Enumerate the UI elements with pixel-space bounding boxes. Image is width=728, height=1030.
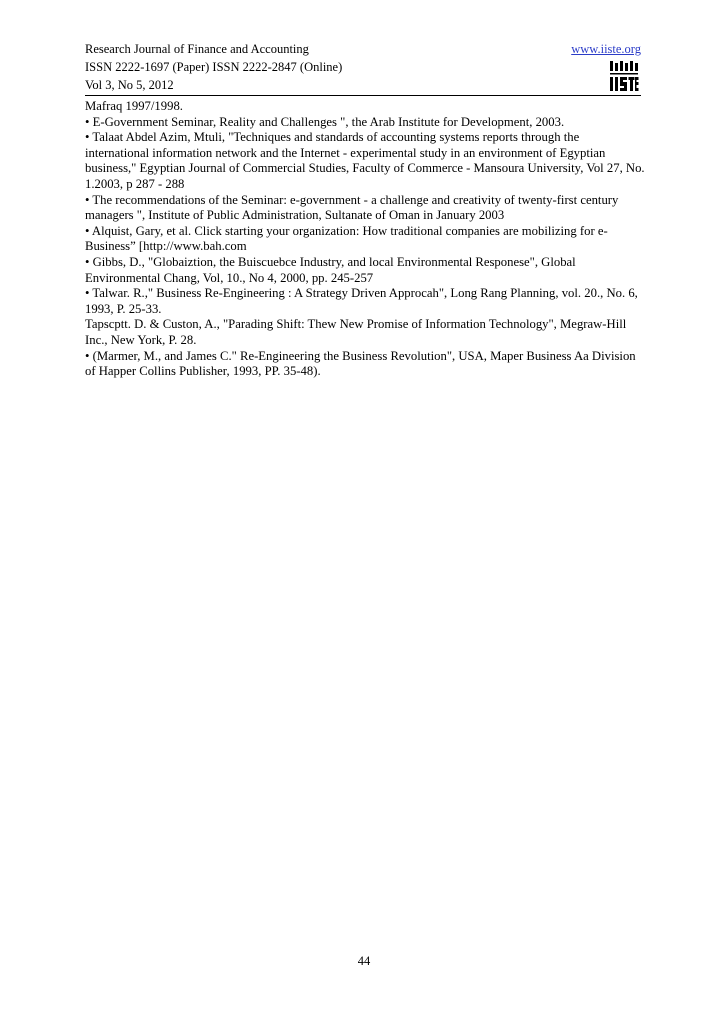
- reference-item: • Alquist, Gary, et al. Click starting your organization: How traditional companies are mobilizing for e-Business” [http://www.bah.com: [85, 223, 608, 254]
- reference-item: Tapscptt. D. & Custon, A., "Parading Shift: Thew New Promise of Information Technology", Megraw-Hill Inc., New York, P. 28.: [85, 317, 627, 347]
- journal-volume: Vol 3, No 5, 2012: [85, 78, 174, 92]
- journal-title: Research Journal of Finance and Accounting: [85, 42, 309, 56]
- journal-issn: ISSN 2222-1697 (Paper) ISSN 2222-2847 (Online): [85, 60, 343, 74]
- reference-item: • Gibbs, D., "Globaiztion, the Buiscuebce Industry, and local Environmental Responese", Global Environmental Chang, Vol, 10., No 4, 2000, pp. 245-257: [85, 254, 576, 285]
- iiste-logo-icon: [609, 60, 639, 92]
- website-link[interactable]: www.iiste.org: [571, 42, 641, 56]
- reference-item: • Talwar. R.," Business Re-Engineering : A Strategy Driven Approcah", Long Rang Planning, vol. 20., No. 6, 1993, P. 25-33.: [85, 286, 638, 316]
- reference-item: • (Marmer, M., and James C." Re-Engineering the Business Revolution", USA, Maper Business Aa Division of Happer Collins Publisher, 1993, PP. 35-48).: [85, 348, 636, 379]
- reference-item: • The recommendations of the Seminar: e-government - a challenge and creativity of twenty-first century managers ", Institute of Public Administration, Sultanate of Oman in January 2003: [85, 192, 619, 223]
- header-divider: [85, 95, 641, 96]
- page-number: 44: [357, 954, 371, 968]
- reference-item: Mafraq 1997/1998.: [85, 99, 183, 113]
- reference-item: • E-Government Seminar, Reality and Challenges ", the Arab Institute for Development, 2003.: [85, 114, 565, 129]
- reference-item: • Talaat Abdel Azim, Mtuli, "Techniques and standards of accounting systems reports through the international information network and the Internet - experimental study in an environment of Egyptian business," Egyptian Journal of Commercial Studies, Faculty of Commerce - Mansoura University, Vol 27, No. 1.2003, p 287 - 288: [85, 130, 645, 191]
- journal-header: [85, 40, 641, 94]
- reference-list: [85, 99, 645, 380]
